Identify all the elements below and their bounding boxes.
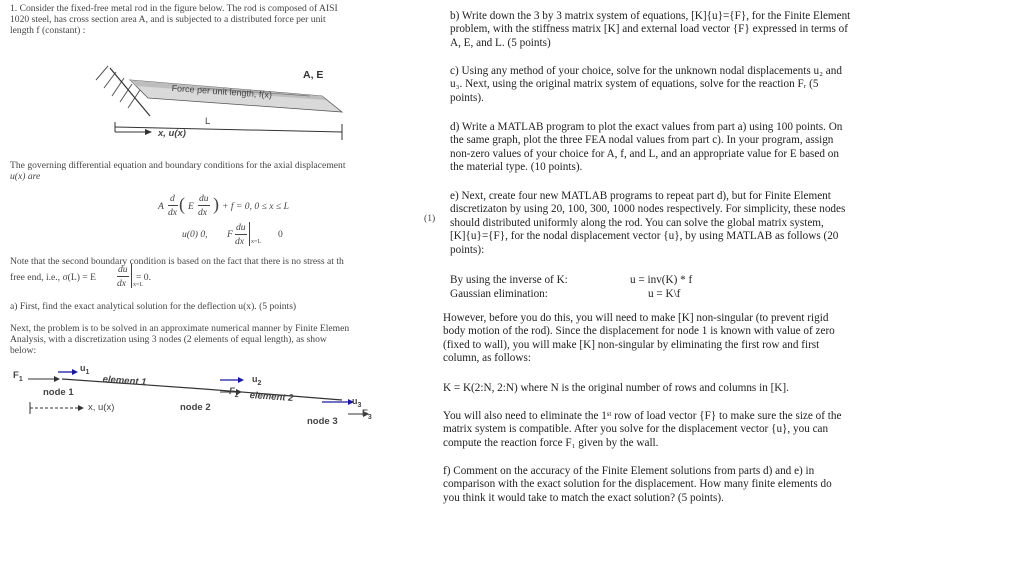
part-e-line-1: e) Next, create four new MATLAB programs to repeat part d), but for Finite Element xyxy=(450,190,831,202)
k-reduction-line: K = K(2:N, 2:N) where N is the original number of rows and columns in [K]. xyxy=(443,382,789,394)
part-e xyxy=(450,190,882,257)
part-c-line-2: u₃. Next, using the original matrix system of equations, solve for the reaction Fᵣ (5 xyxy=(450,78,819,91)
part-f-line-3: you think it would take to match the exact solution? (5 points). xyxy=(443,491,724,504)
part-d xyxy=(450,121,882,175)
part-b-line-2: problem, with the stiffness matrix [K] and external load vector {F} expressed in terms of xyxy=(450,23,848,36)
length-label: L xyxy=(205,116,211,127)
bc-eval-bar xyxy=(249,222,250,246)
bc-dx: dx xyxy=(235,236,245,247)
gov-line-2: u(x) are xyxy=(10,171,41,182)
part-c-line-1: c) Using any method of your choice, solve for the unknown nodal displacements u₂ and xyxy=(450,65,842,77)
part-c xyxy=(450,65,882,105)
however-line-3: (fixed to wall), you will make [K] non-singular by eliminating the first row and first xyxy=(443,338,820,351)
equation-number: (1) xyxy=(424,213,436,224)
bc-du: du xyxy=(236,222,246,233)
x-u-label: x, u(x) xyxy=(158,128,186,139)
eq-du-numerator: du xyxy=(199,193,209,204)
also-line-1: You will also need to eliminate the 1ˢᵗ row of load vector {F} to make sure the size of the xyxy=(443,410,842,422)
however-line-2: body motion of the rod). Since the displacement for node 1 is known with value of zero xyxy=(443,325,835,338)
part-b-line-3: A, E, and L. (5 points) xyxy=(450,36,551,49)
eq-right-paren: ) xyxy=(213,194,219,214)
element-1-label: element 1 xyxy=(102,374,147,389)
rod-figure xyxy=(90,58,390,148)
part-e-line-4: [K]{u}={F}, for the nodal displacement vector {u}, by using MATLAB as follows (20 xyxy=(450,230,839,243)
fea-intro-line-1: Next, the problem is to be solved in an approximate numerical manner by Finite Elemen xyxy=(10,323,350,334)
eq-d-numerator: d xyxy=(170,193,175,204)
part-f-line-1: f) Comment on the accuracy of the Finite Element solutions from parts d) and e) in xyxy=(443,465,815,477)
q1-intro-line-3: length f (constant) : xyxy=(10,25,86,36)
eq-dx-denominator: dx xyxy=(168,207,178,218)
part-b xyxy=(450,10,882,50)
however-line-4: column, as follows: xyxy=(443,352,531,365)
load-vector-paragraph xyxy=(443,410,882,450)
gauss-code: u = K\f xyxy=(648,288,681,300)
part-b-line-1: b) Write down the 3 by 3 matrix system of equations, [K]{u}={F}, for the Finite Element xyxy=(450,10,851,22)
note-fraction-bar xyxy=(117,276,129,277)
bc-zero: 0 xyxy=(278,229,283,240)
node-3-label: node 3 xyxy=(307,416,338,427)
axis-label: x, u(x) xyxy=(88,402,115,413)
force-per-unit-length-label: Force per unit length, f(x) xyxy=(171,83,273,100)
bc-subscript: x=L xyxy=(251,239,262,245)
however-line-1: However, before you do this, you will need to make [K] non-singular (to prevent rigid xyxy=(443,312,829,324)
q1-intro-line-2: 1020 steel, has cross section area A, and is subjected to a distributed force per unit xyxy=(10,14,326,25)
node-1-label: node 1 xyxy=(43,387,74,398)
f3-label: $F_3$ xyxy=(362,408,372,421)
fea-intro-line-3: below: xyxy=(10,345,37,356)
bc-left: u(0) 0, xyxy=(182,229,208,240)
eq-E: E xyxy=(188,201,194,212)
eq-fraction-bar-2 xyxy=(198,205,210,206)
note-eval-bar xyxy=(131,264,132,288)
part-e-line-3: should distributed uniformly along the rod. You can solve the global matrix system, xyxy=(450,216,824,229)
bc-F: F xyxy=(227,229,233,240)
also-line-3: compute the reaction force F₁ given by the wall. xyxy=(443,436,659,449)
u1-label: $u_1$ xyxy=(80,363,90,376)
note-zero: = 0. xyxy=(136,272,152,283)
part-c-line-3: points). xyxy=(450,91,484,104)
part-d-line-3: non-zero values of your choice for A, f, and L, and an appropriate value for E based on xyxy=(450,147,839,160)
u2-label: $u_2$ xyxy=(252,374,262,387)
governing-equation-intro xyxy=(10,160,430,182)
part-e-line-5: points): xyxy=(450,243,485,256)
eq-prefix-A: A xyxy=(158,201,164,212)
fea-intro-line-2: Analysis, with a discretization using 3 nodes (2 elements of equal length), as show xyxy=(10,334,327,345)
note-line-2: free end, i.e., σ(L) = E xyxy=(10,272,96,283)
note-du: du xyxy=(118,264,128,275)
nonsingular-paragraph xyxy=(443,312,882,366)
element-2-label: element 2 xyxy=(249,390,294,405)
part-f xyxy=(443,465,882,505)
inverse-code: u = inv(K) * f xyxy=(630,274,693,286)
note-subscript: x=L xyxy=(133,282,144,288)
question-1-intro xyxy=(10,3,430,36)
eq-dx2-denominator: dx xyxy=(198,207,208,218)
f1-label: $F_1$ xyxy=(13,370,23,383)
eq-rest: + f = 0, 0 ≤ x ≤ L xyxy=(222,201,289,212)
q1-intro-line-1: 1. Consider the fixed-free metal rod in the figure below. The rod is composed of AISI xyxy=(10,3,338,14)
note-dx: dx xyxy=(117,278,127,289)
part-e-line-2: discretizaton by using 20, 100, 300, 1000 nodes respectively. For simplicity, these nodes xyxy=(450,203,846,216)
part-f-line-2: comparison with the exact solution for the displacement. How many finite elements do xyxy=(443,478,832,491)
note-line-1: Note that the second boundary condition is based on the fact that there is no stress at th xyxy=(10,256,344,267)
gauss-label: Gaussian elimination: xyxy=(450,288,548,300)
part-d-line-1: d) Write a MATLAB program to plot the exact values from part a) using 100 points. On xyxy=(450,121,843,133)
node-2-label: node 2 xyxy=(180,402,211,413)
f2-label: $F_2$ xyxy=(229,386,239,399)
gov-line-1: The governing differential equation and boundary conditions for the axial displacement xyxy=(10,160,346,171)
u3-label: $u_3$ xyxy=(352,396,362,409)
area-modulus-label: A, E xyxy=(303,69,324,81)
part-d-line-2: the same graph, plot the three FEA nodal values from part c). In your program, assign xyxy=(450,134,834,147)
inverse-label: By using the inverse of K: xyxy=(450,274,568,286)
bc-fraction-bar xyxy=(235,234,247,235)
part-a: a) First, find the exact analytical solution for the deflection u(x). (5 points) xyxy=(10,301,297,312)
eq-fraction-bar-1 xyxy=(168,205,178,206)
wall-hatch xyxy=(96,66,140,108)
eq-left-paren: ( xyxy=(179,194,185,214)
fea-intro xyxy=(10,323,430,356)
also-line-2: matrix system is compatible. After you solve for the displacement vector {u}, you can xyxy=(443,423,829,436)
part-d-line-4: the material type. (10 points). xyxy=(450,161,583,174)
